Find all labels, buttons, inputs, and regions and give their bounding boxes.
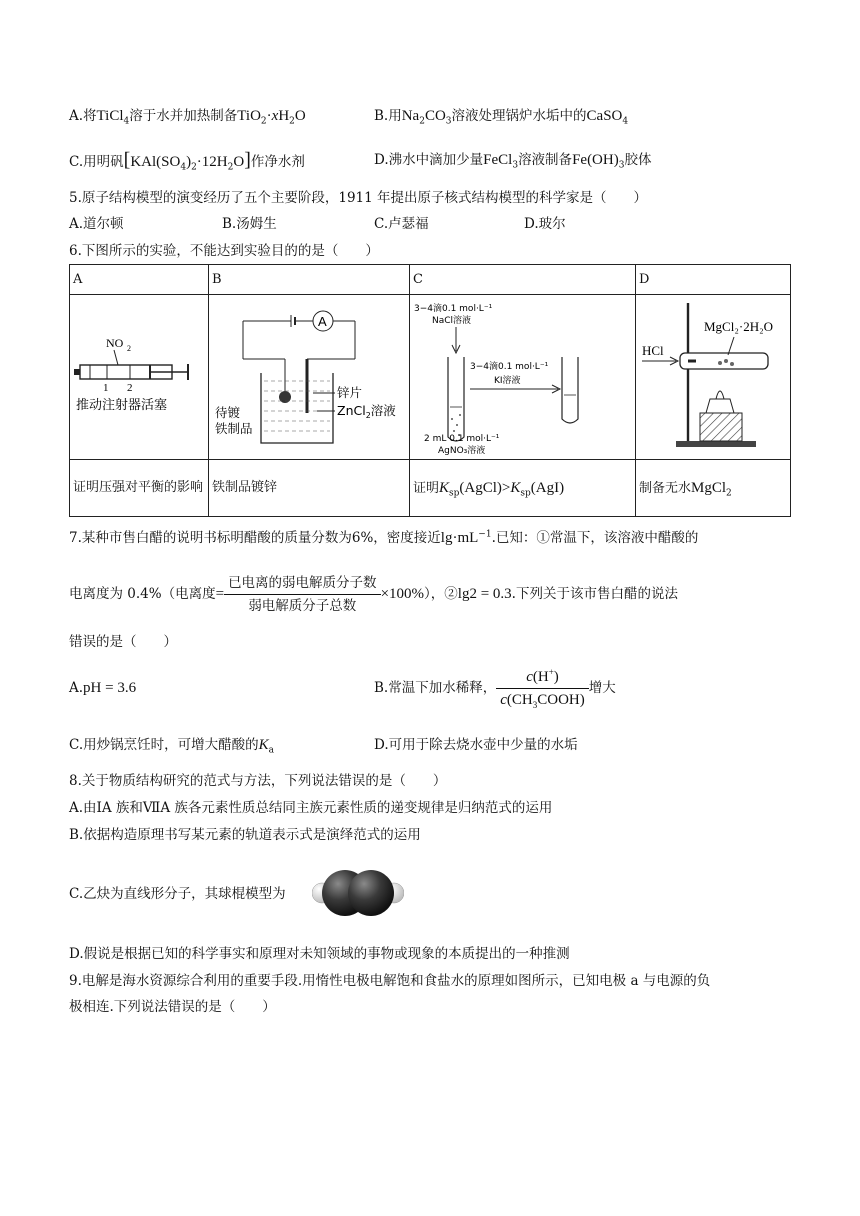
q5-option-b: B.汤姆生: [222, 216, 277, 232]
q9-stem-line2: 极相连.下列说法错误的是（ ）: [69, 999, 276, 1015]
q7-option-c: C.用炒锅烹饪时，可增大醋酸的$K_a$: [69, 737, 275, 756]
q8-option-a: A.由ⅠA 族和ⅦA 族各元素性质总结同主族元素性质的递变规律是归纳范式的运用: [69, 800, 553, 816]
ammeter-icon: A: [318, 314, 327, 329]
figb-label-iron: 铁制品: [215, 421, 253, 436]
q5-option-d: D.玻尔: [524, 216, 566, 232]
figc-agno3-amount: 2 mL 0.1 mol·L⁻¹: [424, 434, 500, 444]
figa-mark-2: 2: [127, 382, 133, 394]
syringe-diagram: [70, 295, 207, 455]
figd-salt-label: MgCl₂·2H₂O: [704, 319, 774, 334]
q4-option-b: B.用$Na_2CO_3$溶液处理锅炉水垢中的CaSO$_4$: [374, 108, 629, 127]
figa-gas-label: NO: [106, 336, 124, 350]
q6-stem: 6.下图所示的实验，不能达到实验目的的是（ ）: [69, 243, 379, 259]
figc-nacl-amount: 3−4滴0.1 mol·L⁻¹: [414, 304, 493, 314]
q5-option-c: C.卢瑟福: [374, 216, 429, 232]
q6-caption-b: 铁制品镀锌: [209, 460, 410, 517]
q6-figure-a: [70, 295, 209, 460]
q7-option-a: A.pH = 3.6: [69, 680, 137, 696]
q7-stem-line2: 电离度为 0.4%（电离度= $\frac{\text{已电离的弱电解质分子数}}{\text{弱电解质分子总数}}$ ×100%），②lg2 = 0.3.下列关于该市售白醋的说法: [69, 570, 678, 618]
q6-caption-d: 制备无水MgCl$_2$: [636, 460, 791, 517]
q7-stem-line1: 7.某种市售白醋的说明书标明醋酸的质量分数为6%，密度接近$\lg\cdot mL^{-1}$.已知：①常温下，该溶液中醋酸的: [69, 529, 699, 546]
q8-option-c: C.乙炔为直线形分子，其球棍模型为: [69, 886, 286, 902]
q6-header-a: A: [70, 265, 209, 295]
ionization-degree-fraction: $\frac{\text{已电离的弱电解质分子数}}{\text{弱电解质分子总数}}$: [224, 572, 381, 617]
figa-caption: 推动注射器活塞: [76, 398, 168, 413]
figa-gas-sub: 2: [127, 344, 131, 353]
q6-header-d: D: [636, 265, 791, 295]
figc-ki-amount: 3−4滴0.1 mol·L⁻¹: [470, 362, 549, 372]
figc-agno3: AgNO₃溶液: [438, 446, 486, 455]
electroplating-diagram: [209, 295, 408, 455]
q8-option-d: D.假说是根据已知的科学事实和原理对未知领域的事物或现象的本质提出的一种推测: [69, 946, 570, 962]
figd-gas-label: HCl: [642, 343, 664, 358]
q6-caption-a: 证明压强对平衡的影响: [70, 460, 209, 517]
figa-mark-1: 1: [103, 382, 109, 394]
dilution-ratio-fraction: $\frac{c(H^+)}{c(CH_3COOH)}$: [496, 666, 589, 711]
figb-label-plate: 待镀: [215, 405, 241, 420]
q7-option-d: D.可用于除去烧水壶中少量的水垢: [374, 737, 578, 753]
q4-option-d: D.沸水中滴加少量FeCl$_3$溶液制备$Fe(OH)_3$胶体: [374, 152, 652, 171]
q7-stem-line3: 错误的是（ ）: [69, 634, 177, 650]
figb-label-solution: ZnCl$_2$溶液: [337, 403, 396, 420]
figc-nacl: NaCl溶液: [432, 316, 472, 326]
q6-figure-c: [410, 295, 636, 460]
q6-header-b: B: [209, 265, 410, 295]
dehydration-apparatus-diagram: [636, 295, 789, 455]
q4-option-c: C.用明矾$[KAl(SO_4)_2\cdot 12H_2O]$作净水剂: [69, 149, 305, 173]
q6-experiment-table: [69, 264, 791, 517]
q6-caption-c: 证明$K_{sp}(AgCl)>K_{sp}(AgI)$: [410, 460, 636, 517]
acetylene-ball-stick-model: [312, 865, 404, 921]
q4-option-a: A.将TiCl$_4$溶于水并加热制备$TiO_2\cdot xH_2O$: [69, 108, 306, 127]
figc-ki: KI溶液: [494, 376, 521, 386]
precipitation-diagram: [410, 295, 634, 455]
q8-option-b: B.依据构造原理书写某元素的轨道表示式是演绎范式的运用: [69, 827, 421, 843]
q7-option-b: B.常温下加水稀释， $\frac{c(H^+)}{c(CH_3COOH)}$ 增大: [374, 667, 616, 710]
figb-label-zinc: 锌片: [337, 385, 363, 400]
q8-stem: 8.关于物质结构研究的范式与方法，下列说法错误的是（ ）: [69, 773, 447, 789]
q6-figure-b: [209, 295, 410, 460]
q6-figure-d: [636, 295, 791, 460]
q9-stem-line1: 9.电解是海水资源综合利用的重要手段.用惰性电极电解饱和食盐水的原理如图所示，已知电极 a 与电源的负: [69, 973, 711, 989]
q6-header-c: C: [410, 265, 636, 295]
q5-stem: 5.原子结构模型的演变经历了五个主要阶段，1911 年提出原子核式结构模型的科学家是（ ）: [69, 190, 648, 206]
q5-option-a: A.道尔顿: [69, 216, 124, 232]
